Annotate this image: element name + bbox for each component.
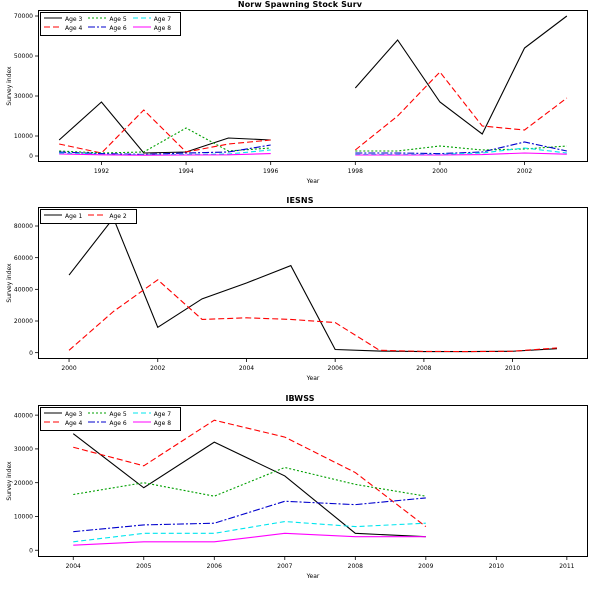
chart-panel-norw-spawning-stock-surv bbox=[0, 0, 600, 195]
legend-label-age-8: Age 8 bbox=[153, 24, 172, 32]
legend-swatch-age-6 bbox=[88, 24, 109, 33]
legend-swatch-age-3 bbox=[44, 15, 65, 24]
legend-label-age-5: Age 5 bbox=[109, 15, 127, 23]
svg-text:2006: 2006 bbox=[327, 365, 343, 372]
chart-panel-iesns bbox=[0, 196, 600, 393]
legend-label-age-7: Age 7 bbox=[153, 410, 172, 418]
legend-label-age-6: Age 6 bbox=[109, 419, 127, 427]
chart-panel-ibwss bbox=[0, 394, 600, 600]
svg-text:2005: 2005 bbox=[136, 563, 152, 570]
svg-text:0: 0 bbox=[29, 349, 33, 357]
legend-swatch-age-2 bbox=[88, 212, 109, 221]
svg-text:1994: 1994 bbox=[178, 168, 194, 175]
legend-label-age-7: Age 7 bbox=[153, 15, 172, 23]
legend-swatch-age-8 bbox=[133, 419, 154, 428]
legend-swatch-age-3 bbox=[44, 410, 65, 419]
svg-text:2008: 2008 bbox=[347, 563, 363, 570]
svg-text:70000: 70000 bbox=[13, 13, 33, 21]
svg-text:2009: 2009 bbox=[418, 563, 434, 570]
svg-text:10000: 10000 bbox=[13, 513, 33, 521]
svg-text:1998: 1998 bbox=[347, 168, 363, 175]
chart-title-2: IESNS bbox=[286, 196, 314, 205]
svg-text:60000: 60000 bbox=[13, 254, 33, 262]
svg-text:2011: 2011 bbox=[559, 563, 575, 570]
legend-swatch-age-6 bbox=[88, 419, 109, 428]
svg-text:2007: 2007 bbox=[277, 563, 293, 570]
legend-swatch-age-1 bbox=[44, 212, 65, 221]
svg-text:20000: 20000 bbox=[13, 318, 33, 326]
legend-label-age-3: Age 3 bbox=[65, 410, 83, 418]
legend-swatch-age-7 bbox=[133, 410, 154, 419]
svg-text:1992: 1992 bbox=[93, 168, 110, 175]
svg-text:Year: Year bbox=[306, 178, 320, 185]
legend-swatch-age-4 bbox=[44, 419, 65, 428]
svg-text:2002: 2002 bbox=[150, 365, 166, 372]
svg-text:0: 0 bbox=[29, 547, 33, 555]
legend-label-age-8: Age 8 bbox=[153, 419, 172, 427]
legend-swatch-age-8 bbox=[133, 24, 154, 33]
svg-text:2008: 2008 bbox=[416, 365, 432, 372]
legend-label-age-1: Age 1 bbox=[65, 212, 83, 220]
svg-text:Year: Year bbox=[306, 573, 320, 580]
chart-legend-3[interactable] bbox=[40, 407, 181, 431]
svg-text:2010: 2010 bbox=[488, 563, 504, 570]
legend-label-age-6: Age 6 bbox=[109, 24, 127, 32]
svg-text:40000: 40000 bbox=[13, 412, 33, 420]
legend-swatch-age-5 bbox=[88, 410, 109, 419]
legend-label-age-2: Age 2 bbox=[109, 212, 127, 220]
svg-text:80000: 80000 bbox=[13, 223, 33, 231]
svg-text:0: 0 bbox=[29, 153, 33, 161]
legend-label-age-4: Age 4 bbox=[65, 419, 83, 427]
legend-swatch-age-7 bbox=[133, 15, 154, 24]
svg-text:Survey index: Survey index bbox=[6, 66, 13, 106]
svg-text:2010: 2010 bbox=[504, 365, 521, 372]
svg-text:10000: 10000 bbox=[13, 133, 33, 141]
svg-text:Survey index: Survey index bbox=[6, 461, 13, 501]
svg-text:2006: 2006 bbox=[206, 563, 222, 570]
svg-text:30000: 30000 bbox=[13, 93, 33, 101]
legend-swatch-age-5 bbox=[88, 15, 109, 24]
svg-text:30000: 30000 bbox=[13, 446, 33, 454]
svg-text:2004: 2004 bbox=[238, 365, 255, 372]
svg-text:2004: 2004 bbox=[65, 563, 81, 570]
svg-text:50000: 50000 bbox=[13, 53, 33, 61]
legend-label-age-5: Age 5 bbox=[109, 410, 127, 418]
svg-text:2002: 2002 bbox=[516, 168, 533, 175]
legend-label-age-4: Age 4 bbox=[65, 24, 83, 32]
legend-swatch-age-4 bbox=[44, 24, 65, 33]
svg-text:2000: 2000 bbox=[61, 365, 77, 372]
svg-text:40000: 40000 bbox=[13, 286, 33, 294]
legend-label-age-3: Age 3 bbox=[65, 15, 83, 23]
svg-text:1996: 1996 bbox=[263, 168, 279, 175]
svg-text:2000: 2000 bbox=[432, 168, 448, 175]
chart-legend-2[interactable] bbox=[40, 209, 137, 224]
chart-title-1: Norw Spawning Stock Surv bbox=[237, 0, 363, 9]
chart-title-3: IBWSS bbox=[285, 394, 315, 403]
svg-text:Year: Year bbox=[306, 375, 320, 382]
svg-text:20000: 20000 bbox=[13, 479, 33, 487]
chart-legend-1[interactable] bbox=[40, 12, 181, 36]
svg-text:Survey index: Survey index bbox=[6, 263, 13, 303]
